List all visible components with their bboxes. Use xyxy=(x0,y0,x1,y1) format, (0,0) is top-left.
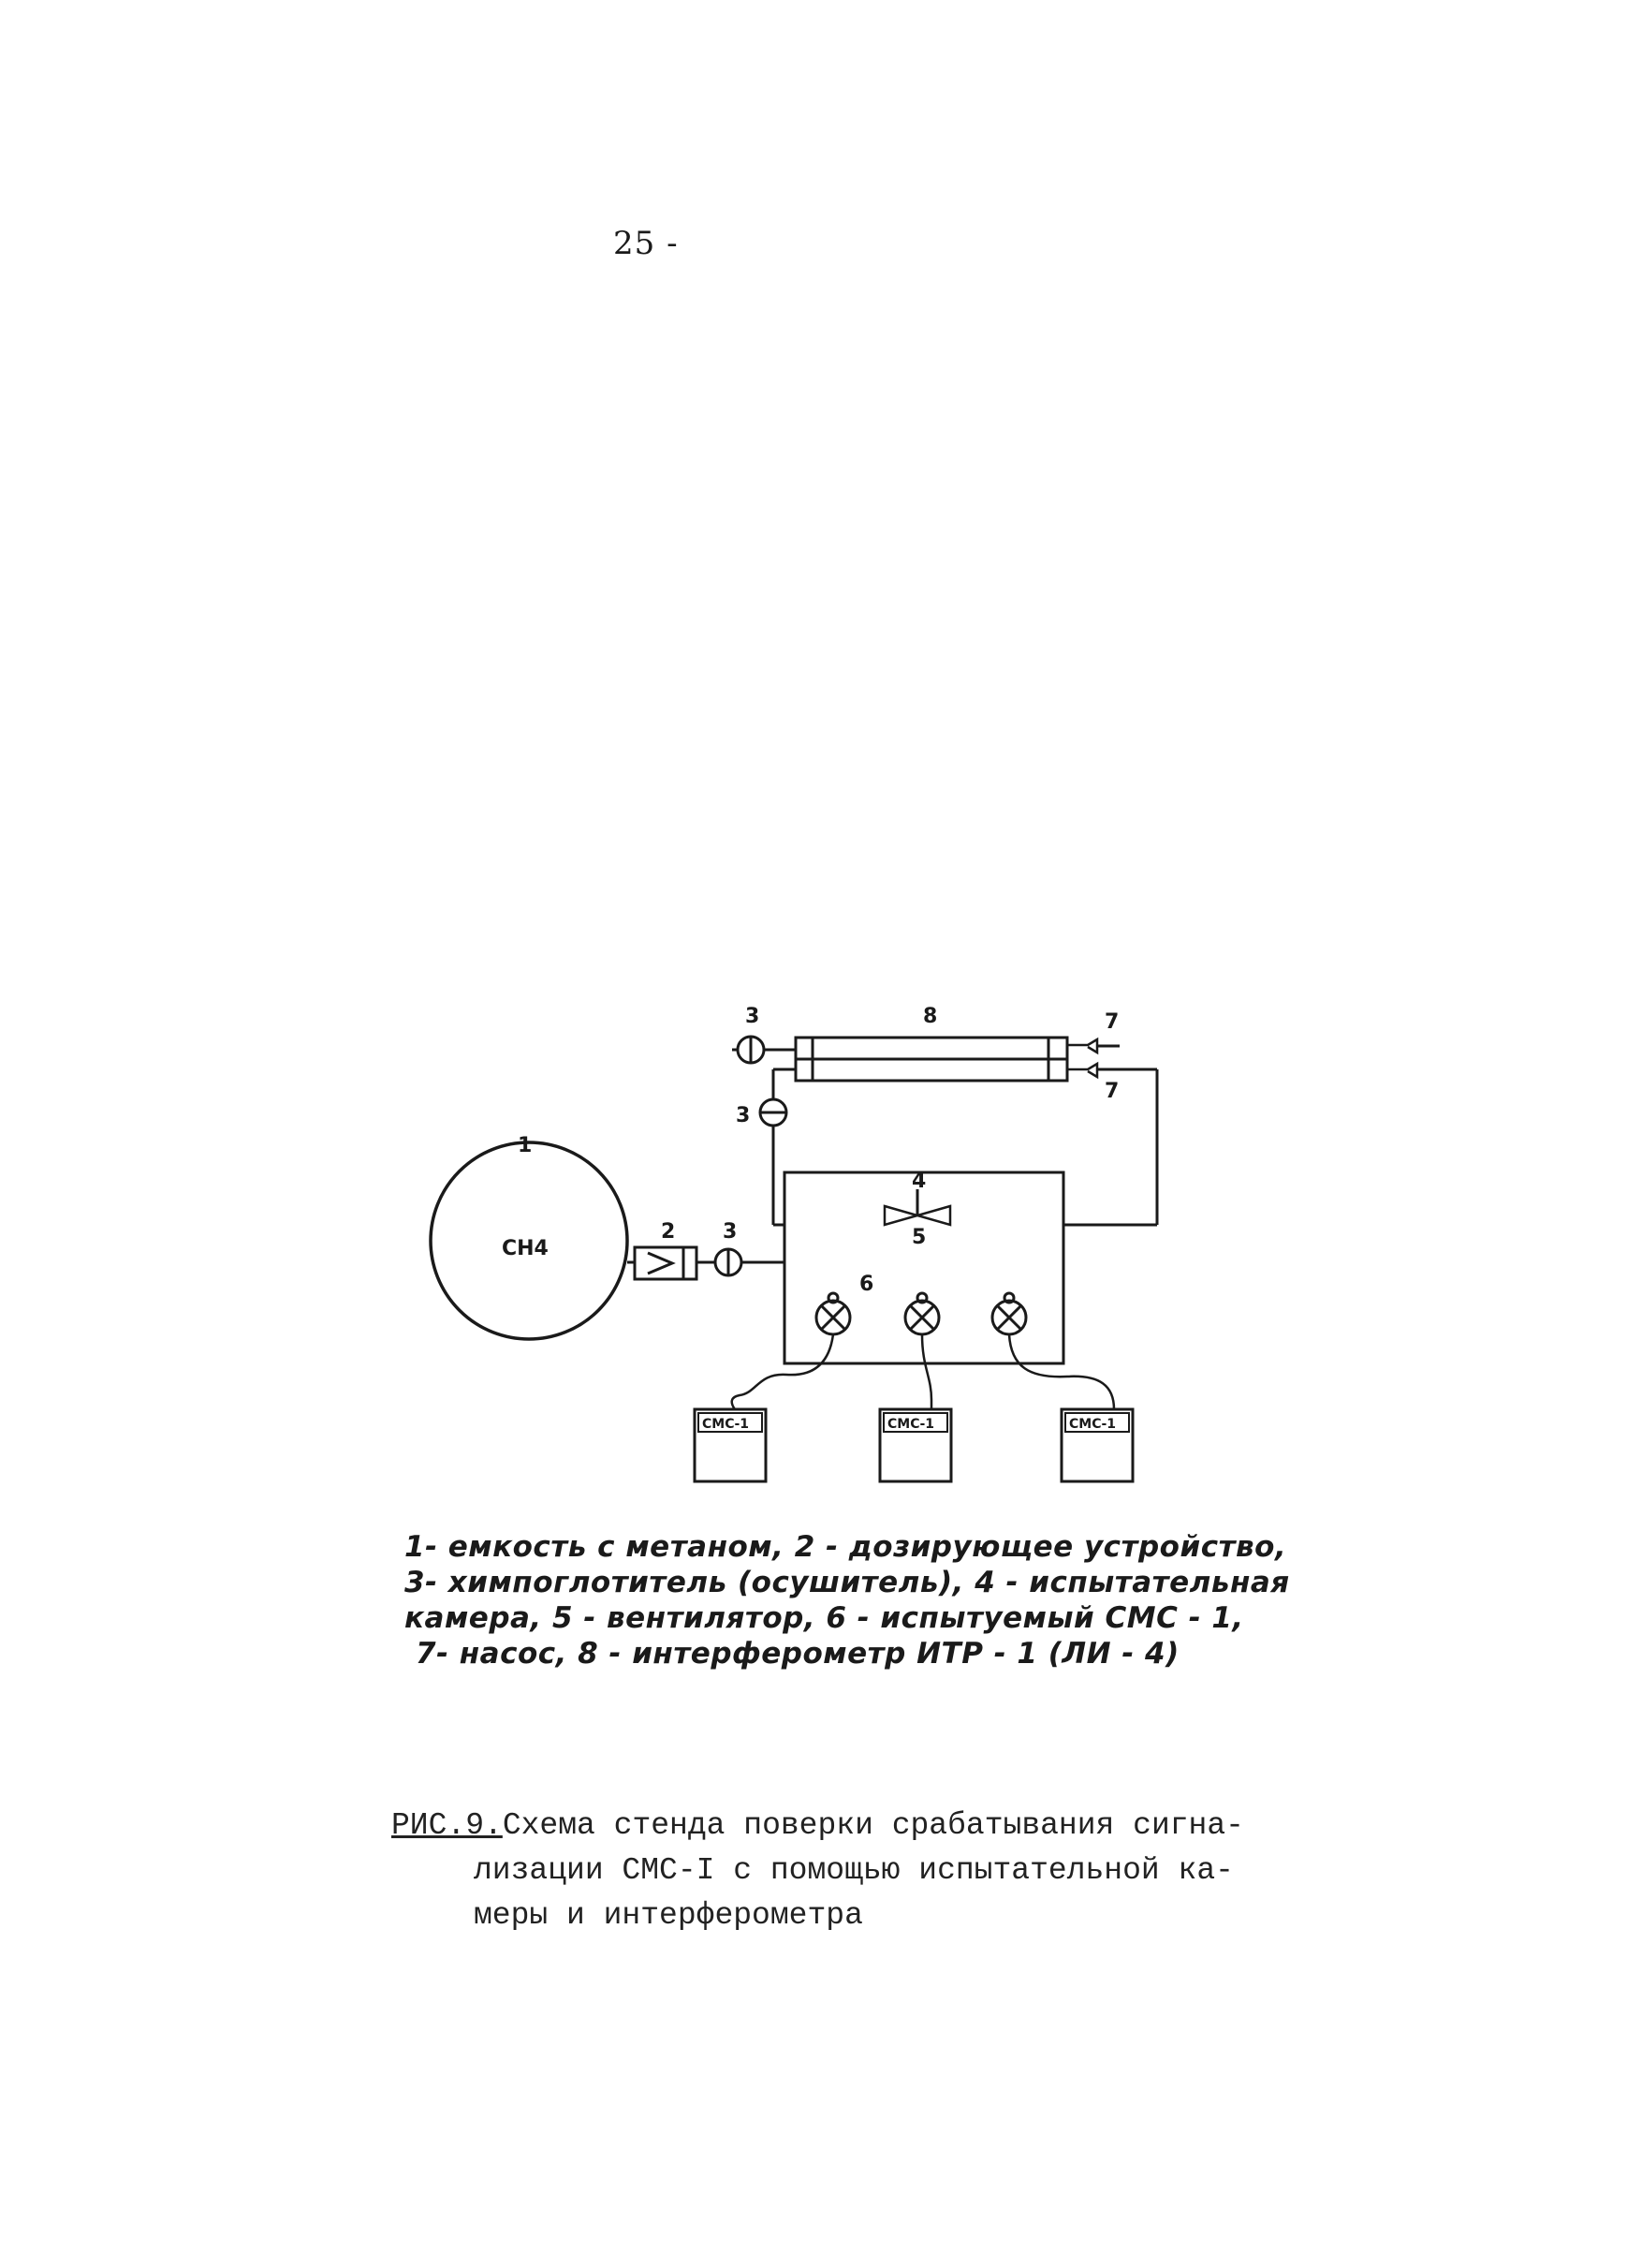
figure-label: РИС.9. xyxy=(391,1808,503,1843)
cable-right xyxy=(1009,1334,1114,1409)
absorber-number-bottom-label: 3 xyxy=(723,1220,738,1244)
pump-number-top-label: 7 xyxy=(1105,1010,1120,1034)
fan-number-label: 5 xyxy=(912,1226,927,1249)
pump-bottom xyxy=(1067,1064,1097,1077)
interferometer-number-label: 8 xyxy=(923,1005,938,1028)
caption-first-line xyxy=(391,1804,1244,1848)
sensor-number-label: 6 xyxy=(859,1273,874,1296)
cable-left xyxy=(732,1334,833,1409)
caption-text-2: лизации СМС-I с помощью испытательной ка- xyxy=(474,1853,1234,1888)
pump-top xyxy=(1067,1039,1097,1053)
sensor-center xyxy=(905,1293,939,1334)
page-number: 25 - xyxy=(613,225,679,262)
figure-caption xyxy=(391,1804,1244,1938)
sensor-left xyxy=(816,1293,850,1334)
device-left-label: СМС-1 xyxy=(702,1417,750,1432)
doser-number-label: 2 xyxy=(661,1220,676,1244)
device-right-label: СМС-1 xyxy=(1069,1417,1117,1432)
legend-line: 7- насос, 8 - интерферометр ИТР - 1 (ЛИ - 4) xyxy=(416,1637,1180,1671)
chamber-number-label: 4 xyxy=(912,1170,927,1193)
tank-number-label: 1 xyxy=(518,1134,533,1157)
device-center-label: СМС-1 xyxy=(887,1417,935,1432)
legend-line: 3- химпоглотитель (осушитель), 4 - испытательная xyxy=(404,1566,1290,1599)
dosing-device xyxy=(635,1247,696,1279)
absorber-number-top-label: 3 xyxy=(745,1005,760,1028)
cable-center xyxy=(922,1334,931,1409)
absorber-number-mid-label: 3 xyxy=(736,1104,751,1127)
tank-content-label: CH4 xyxy=(502,1237,549,1260)
caption-text-3: меры и интерферометра xyxy=(474,1898,863,1933)
diagram-legend xyxy=(404,1529,1290,1672)
caption-text-1: Схема стенда поверки срабатывания сигна- xyxy=(502,1808,1244,1843)
legend-line: камера, 5 - вентилятор, 6 - испытуемый СМС - 1, xyxy=(404,1601,1244,1635)
legend-line: 1- емкость с метаном, 2 - дозирующее устройство, xyxy=(404,1530,1287,1564)
sensor-right xyxy=(992,1293,1026,1334)
pump-number-bottom-label: 7 xyxy=(1105,1080,1120,1103)
